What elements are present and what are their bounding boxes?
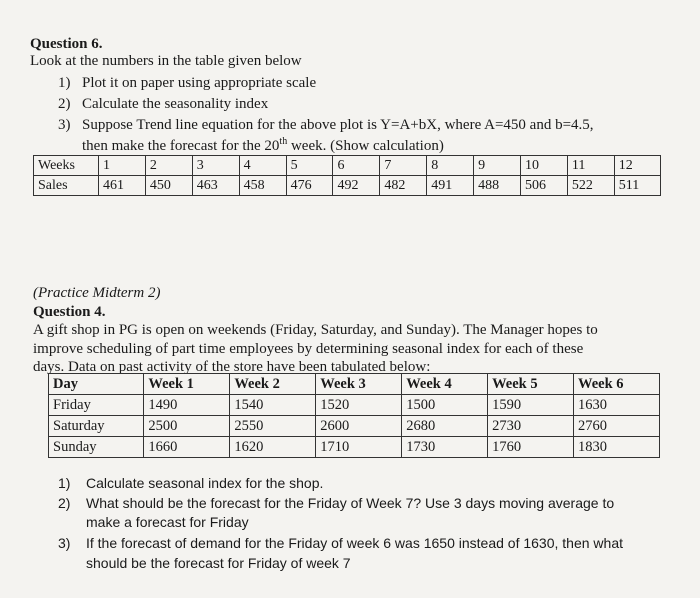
table-cell: 2680 — [402, 416, 488, 437]
header-cell: Week 3 — [316, 374, 402, 395]
table-cell: 1520 — [316, 395, 402, 416]
week-cell: 3 — [192, 156, 239, 176]
table-cell: 2550 — [230, 416, 316, 437]
sales-cell: 506 — [521, 176, 568, 196]
header-cell: Week 6 — [574, 374, 660, 395]
week-cell: 9 — [474, 156, 521, 176]
q6-item-3-text: Suppose Trend line equation for the above plot is Y=A+bX, where A=450 and b=4.5, — [82, 117, 594, 133]
table-cell: 2730 — [488, 416, 574, 437]
sales-cell: 463 — [192, 176, 239, 196]
table-cell: Sunday — [49, 437, 144, 458]
q6-item-3-cont-sup: th — [279, 136, 288, 147]
q6-item-2 — [58, 96, 268, 113]
table-cell: 1540 — [230, 395, 316, 416]
week-cell: 11 — [567, 156, 614, 176]
sales-cell: 476 — [286, 176, 333, 196]
q6-item-1-text: Plot it on paper using appropriate scale — [82, 75, 317, 91]
table-cell: 1730 — [402, 437, 488, 458]
weeks-label: Weeks — [34, 156, 99, 176]
sales-cell: 450 — [145, 176, 192, 196]
week-cell: 1 — [99, 156, 146, 176]
week-cell: 12 — [614, 156, 660, 176]
week-cell: 10 — [521, 156, 568, 176]
week-cell: 8 — [427, 156, 474, 176]
header-cell: Week 1 — [144, 374, 230, 395]
q6-item-3-cont-pre: then make the forecast for the 20 — [82, 138, 280, 154]
sales-cell: 491 — [427, 176, 474, 196]
header-cell: Week 2 — [230, 374, 316, 395]
q4-item-3-number: 3) — [58, 535, 71, 551]
header-cell: Week 4 — [402, 374, 488, 395]
week-cell: 2 — [145, 156, 192, 176]
practice-midterm-source: (Practice Midterm 2) — [33, 285, 161, 301]
q4-paragraph-line-3: days. Data on past activity of the store have been tabulated below: — [33, 359, 431, 375]
sales-cell: 492 — [333, 176, 380, 196]
week-cell: 7 — [380, 156, 427, 176]
sales-cell: 482 — [380, 176, 427, 196]
table-cell: 1630 — [574, 395, 660, 416]
q6-item-1 — [58, 75, 316, 92]
table-cell: 2500 — [144, 416, 230, 437]
table-cell: 1620 — [230, 437, 316, 458]
table-cell: Saturday — [49, 416, 144, 437]
q6-item-2-number: 2) — [58, 96, 71, 112]
sales-cell: 458 — [239, 176, 286, 196]
q4-item-1-text: Calculate seasonal index for the shop. — [86, 475, 324, 491]
sales-row — [34, 176, 661, 196]
table-cell: 1660 — [144, 437, 230, 458]
q6-item-3 — [58, 117, 594, 134]
table-cell: 1490 — [144, 395, 230, 416]
q4-paragraph-line-2: improve scheduling of part time employees by determining seasonal index for each of these — [33, 341, 584, 357]
q6-item-3-cont-post: week. (Show calculation) — [287, 138, 444, 154]
q4-item-2-number: 2) — [58, 495, 71, 511]
weeks-sales-table — [33, 155, 661, 196]
sales-cell: 522 — [567, 176, 614, 196]
table-header-row — [49, 374, 660, 395]
header-cell: Week 5 — [488, 374, 574, 395]
table-cell: 1710 — [316, 437, 402, 458]
table-cell: 2760 — [574, 416, 660, 437]
table-row — [49, 416, 660, 437]
sales-cell: 488 — [474, 176, 521, 196]
q4-item-2 — [58, 495, 614, 511]
week-cell: 5 — [286, 156, 333, 176]
q6-item-1-number: 1) — [58, 75, 71, 91]
table-cell: Friday — [49, 395, 144, 416]
week-cell: 6 — [333, 156, 380, 176]
question-4-title: Question 4. — [33, 304, 106, 320]
sales-cell: 511 — [614, 176, 660, 196]
q6-item-3-number: 3) — [58, 117, 71, 133]
table-cell: 2600 — [316, 416, 402, 437]
q4-paragraph-line-1: A gift shop in PG is open on weekends (Friday, Saturday, and Sunday). The Manager hopes to — [33, 322, 598, 338]
q4-item-2-text: What should be the forecast for the Friday of Week 7? Use 3 days moving average to — [86, 495, 615, 511]
question-6-title: Question 6. — [30, 36, 103, 52]
q4-item-3-continuation: should be the forecast for Friday of week 7 — [86, 555, 351, 571]
q4-item-3-text: If the forecast of demand for the Friday of week 6 was 1650 instead of 1630, then what — [86, 535, 623, 551]
q6-item-2-text: Calculate the seasonality index — [82, 96, 269, 112]
table-cell: 1760 — [488, 437, 574, 458]
q4-item-2-continuation: make a forecast for Friday — [86, 514, 249, 530]
sales-cell: 461 — [99, 176, 146, 196]
table-row — [49, 395, 660, 416]
weekend-sales-table — [48, 373, 660, 458]
q4-item-3 — [58, 535, 623, 551]
q6-item-3-continuation — [82, 136, 444, 155]
question-6-intro: Look at the numbers in the table given below — [30, 53, 302, 69]
table-cell: 1500 — [402, 395, 488, 416]
q4-item-1 — [58, 475, 323, 491]
sales-label: Sales — [34, 176, 99, 196]
table-cell: 1590 — [488, 395, 574, 416]
week-cell: 4 — [239, 156, 286, 176]
header-cell: Day — [49, 374, 144, 395]
table-cell: 1830 — [574, 437, 660, 458]
weeks-row — [34, 156, 661, 176]
q4-item-1-number: 1) — [58, 475, 71, 491]
table-row — [49, 437, 660, 458]
